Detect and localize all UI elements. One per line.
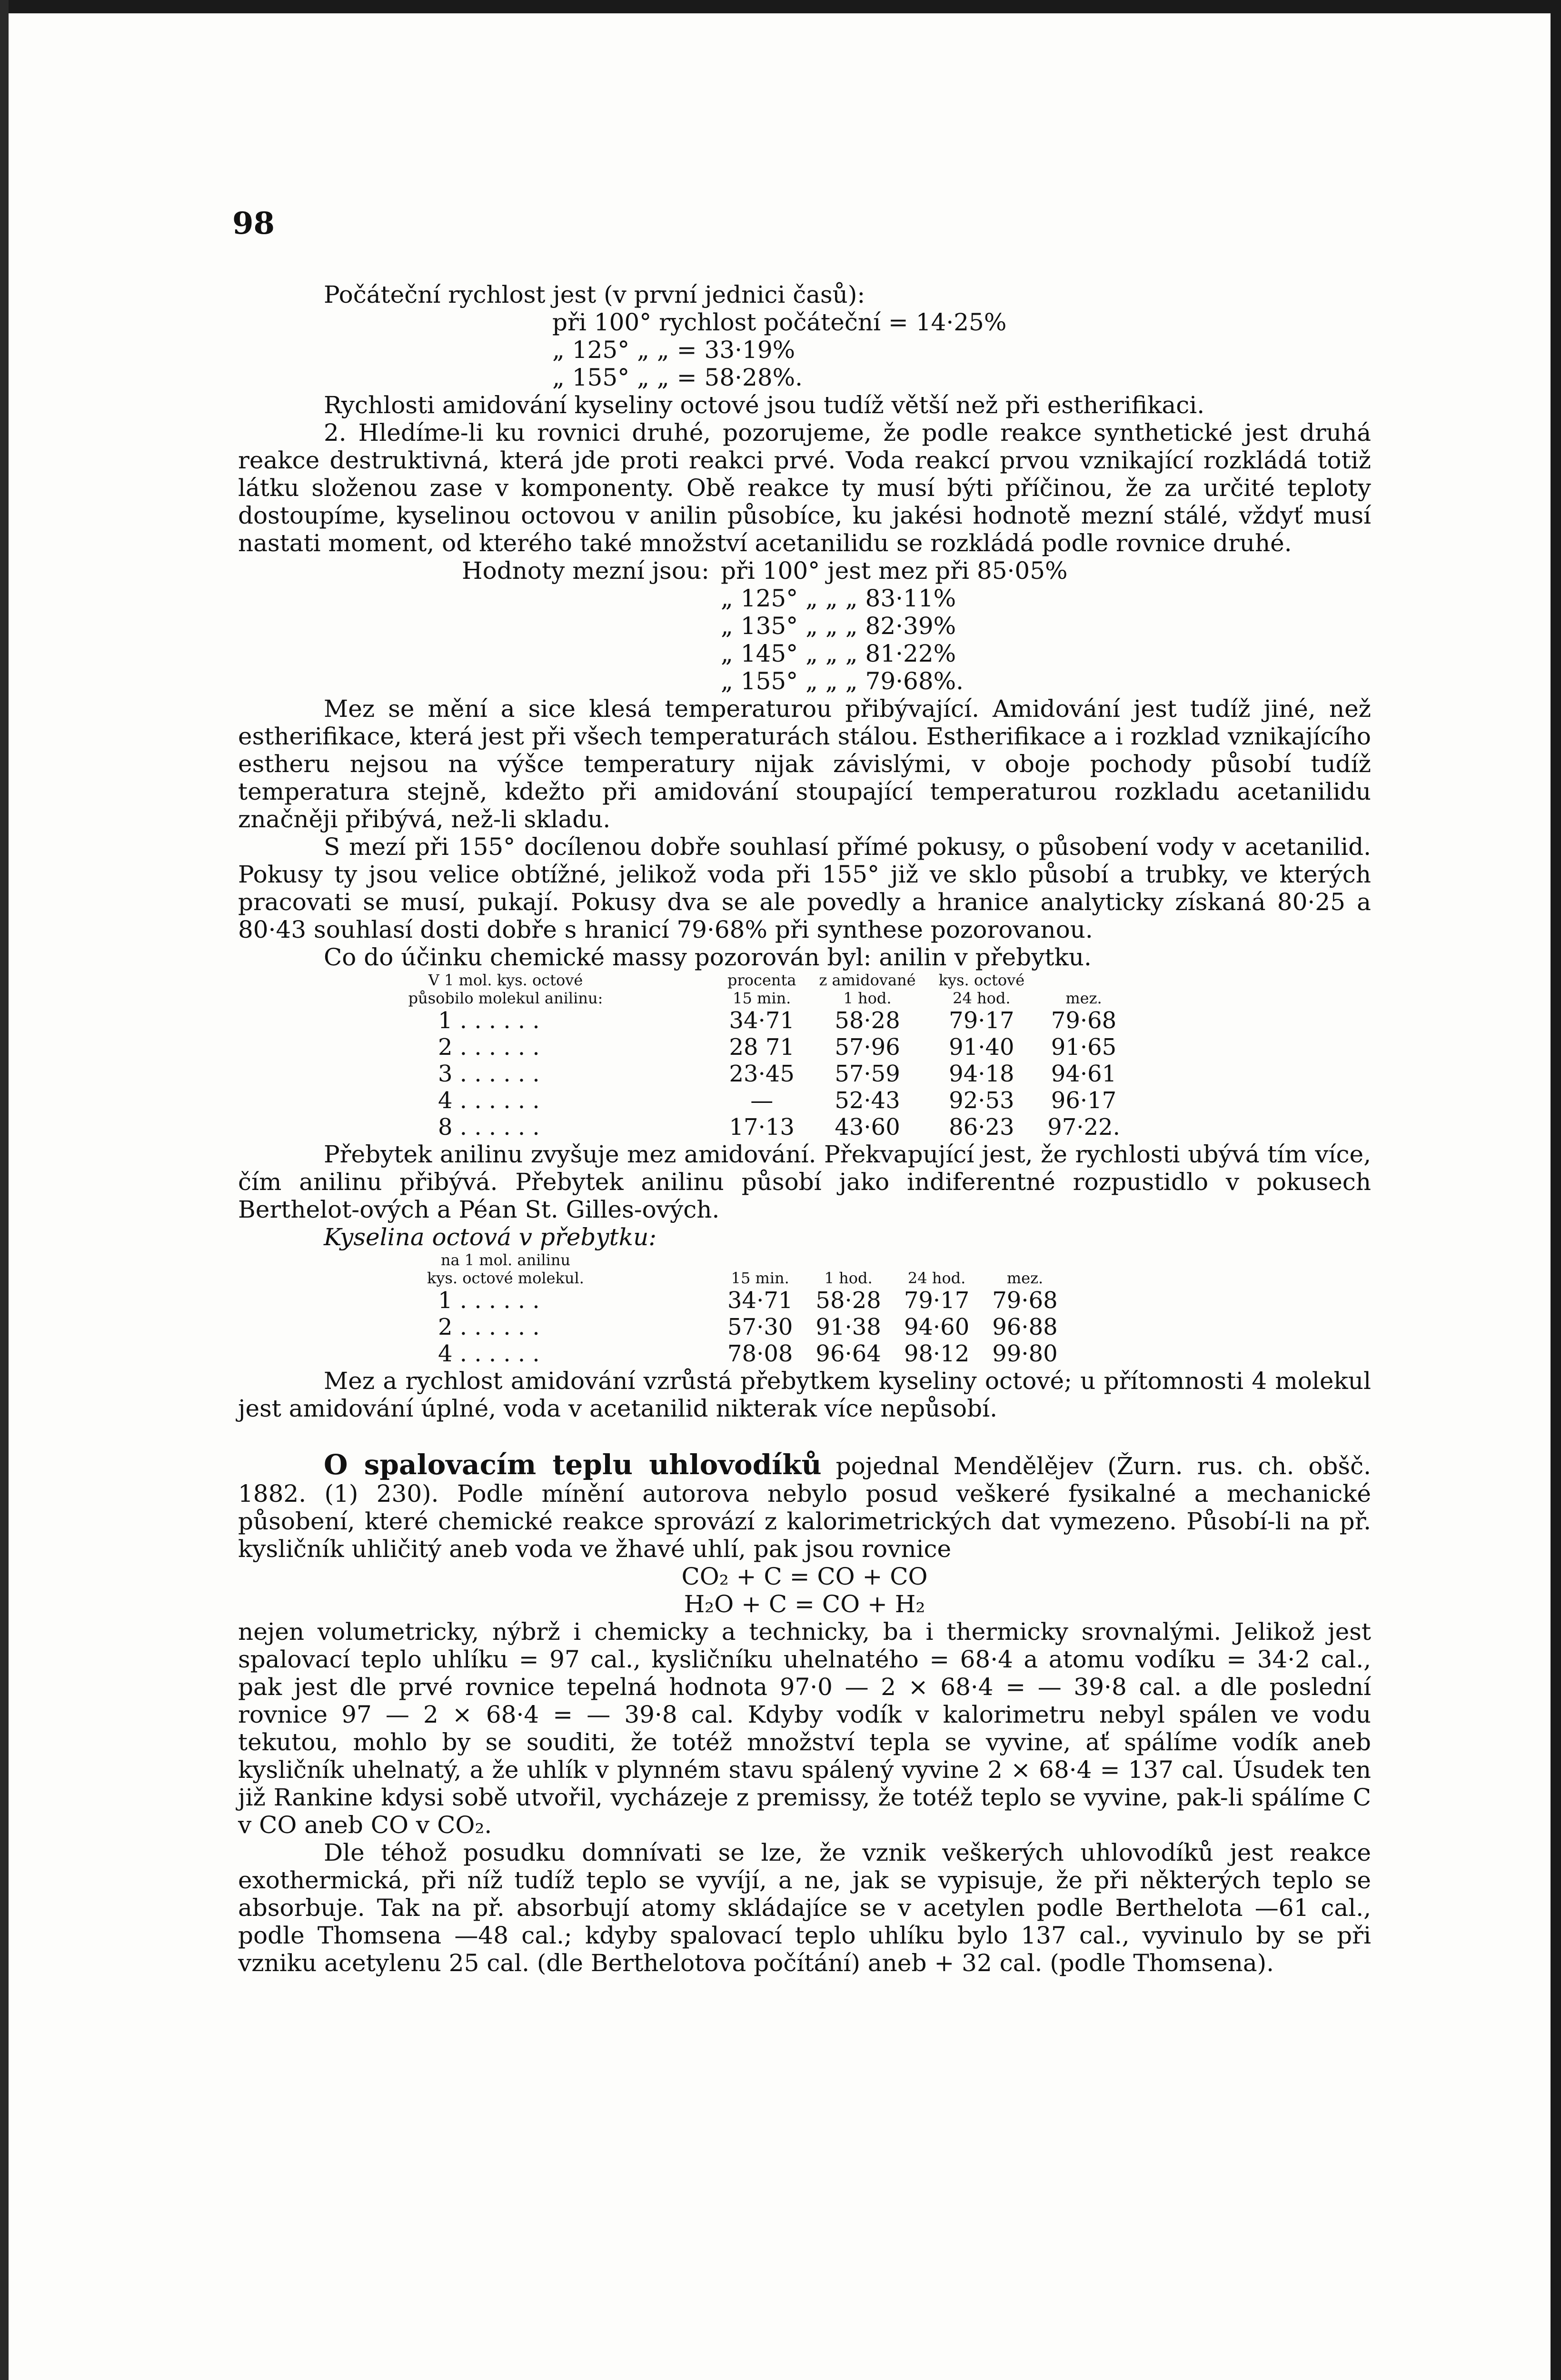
table-cell: 98·12 xyxy=(904,1340,970,1367)
limit-row: „ 155° „ „ „ 79·68%. xyxy=(721,667,964,695)
table-cell: 57·30 xyxy=(727,1314,793,1340)
table-row xyxy=(295,1061,1132,1087)
limit-values-list xyxy=(721,557,1068,695)
initial-rate-row: při 100° rychlost počáteční = 14·25% xyxy=(552,308,1007,336)
table-header-cell: kys. octové xyxy=(938,971,1025,989)
table-row xyxy=(295,1087,1132,1114)
table-cell: 52·43 xyxy=(835,1087,900,1114)
limit-values xyxy=(462,557,1371,695)
table-row xyxy=(295,1114,1132,1140)
paragraph: Rychlosti amidování kyseliny octové jsou tudíž větší než při estherifikaci. xyxy=(324,391,1205,419)
table-cell: 78·08 xyxy=(727,1340,793,1367)
paragraph: nejen volumetricky, nýbrž i chemicky a technicky, ba i thermicky srovnalými. Jelikož jest spalovací teplo uhlíku = 97 cal., kysličníku uhelnatého = 68·4 a atomu vodíku = 34·2 cal., pak jest dle prvé rovnice tepelná hodnota 97·0 — 2 × 68·4 = — 39·8 cal. a dle poslední rovnice 97 — 2 × 68·4 = — 39·8 cal. Kdyby vodík v kalorimetru nebyl spálen ve vodu tekutou, mohlo by se souditi, že totéž množství tepla se vyvine, ať spálíme vodík aneb kysličník uhelnatý, a že uhlík v plynném stavu spálený vyvine 2 × 68·4 = 137 cal. Úsudek ten již Rankine kdysi sobě utvořil, vycházeje z premissy, že totéž teplo se vyvine, pak-li spálíme C v CO aneb CO v CO₂. xyxy=(238,1618,1371,1839)
paragraph: Dle téhož posudku domnívati se lze, že vznik veškerých uhlovodíků jest reakce exothermická, při níž tudíž teplo se vyvíjí, a ne, jak se vypisuje, že při některých teplo se absorbuje. Tak na př. absorbují atomy skládajíce se v acetylen podle Berthelota —61 cal., podle Thomsena —48 cal.; kdyby spalovací teplo uhlíku bylo 137 cal., vyvinulo by se při vzniku acetylenu 25 cal. (dle Berthelotova počítání) aneb + 32 cal. (podle Thomsena). xyxy=(238,1839,1371,1977)
table-cell: 79·68 xyxy=(992,1287,1058,1314)
table-cell: 91·65 xyxy=(1051,1034,1117,1061)
initial-rate-intro: Počáteční rychlost jest (v první jednici časů): xyxy=(324,281,865,308)
table-header-cell: 15 min. xyxy=(731,1269,789,1287)
table-cell: — xyxy=(750,1087,774,1114)
paragraph: Mez se mění a sice klesá temperaturou přibývající. Amidování jest tudíž jiné, než estherifikace, která jest při všech temperaturách stálou. Estherifikace a i rozklad vznikajícího estheru nejsou na výšce temperatury nijak závislými, v oboje pochody působí tudíž temperatura stejně, kdežto při amidování stoupající temperaturou rozkladu acetanilidu značněji přibývá, než-li skladu. xyxy=(238,695,1371,833)
table-cell: 94·60 xyxy=(904,1314,970,1340)
table-header-cell: 1 hod. xyxy=(843,989,892,1007)
section-text: pojednal Mendělějev (Žurn. rus. ch. obšč. 1882. (1) 230). Podle mínění autorova nebylo posud veškeré fysikalné a mechanické působení, které chemické reakce sprovází z kalorimetrických dat vymezeno. Působí-li na př. kysličník uhličitý aneb voda ve žhavé uhlí, pak jsou rovnice xyxy=(238,1452,1371,1563)
table-cell: 92·53 xyxy=(949,1087,1014,1114)
table-header-row xyxy=(295,1269,1069,1287)
scan-edge-right xyxy=(1551,0,1561,2380)
table-cell: 58·28 xyxy=(835,1007,900,1034)
table-cell: 96·64 xyxy=(815,1340,881,1367)
table-cell: 2 . . . . . . xyxy=(438,1314,540,1340)
initial-rate-row: „ 155° „ „ = 58·28%. xyxy=(552,364,803,391)
table-header-cell: 1 hod. xyxy=(824,1269,873,1287)
table-row xyxy=(295,1287,1069,1314)
table-cell: 4 . . . . . . xyxy=(438,1087,540,1114)
table-cell: 96·88 xyxy=(992,1314,1058,1340)
table-header-row xyxy=(295,1251,1069,1269)
page-number: 98 xyxy=(232,206,275,241)
table-cell: 57·96 xyxy=(835,1034,900,1061)
initial-rate-row: „ 125° „ „ = 33·19% xyxy=(552,336,795,364)
paragraph: 2. Hledíme-li ku rovnici druhé, pozorujeme, že podle reakce synthetické jest druhá reakce destruktivná, která jde proti reakci prvé. Voda reakcí prvou vznikající rozkládá totiž látku složenou zase v komponenty. Obě reakce ty musí býti příčinou, že za určité teploty dostoupíme, kyselinou octovou v anilin působíce, ku jakési hodnotě mezní stálé, vždyť musí nastati moment, od kterého také množství acetanilidu se rozkládá podle rovnice druhé. xyxy=(238,419,1371,557)
table-cell: 28 71 xyxy=(729,1034,795,1061)
page-body xyxy=(238,281,1371,1977)
limit-values-intro: Hodnoty mezní jsou: xyxy=(462,557,709,585)
acetic-excess-heading: Kyselina octová v přebytku: xyxy=(324,1223,657,1251)
table-header-row xyxy=(295,989,1132,1007)
limit-row: „ 135° „ „ „ 82·39% xyxy=(721,612,956,640)
table-header-cell: mez. xyxy=(1006,1269,1044,1287)
equation: H₂O + C = CO + H₂ xyxy=(684,1590,925,1618)
table-header-cell xyxy=(893,1251,981,1269)
table-header-cell: V 1 mol. kys. octové xyxy=(428,971,583,989)
section-gap xyxy=(238,1422,1371,1451)
table-header-cell xyxy=(981,1251,1069,1269)
limit-row: při 100° jest mez při 85·05% xyxy=(721,557,1068,585)
table-cell: 79·17 xyxy=(949,1007,1014,1034)
table-cell: 96·17 xyxy=(1051,1087,1117,1114)
table-cell: 86·23 xyxy=(949,1114,1014,1140)
initial-rate-list xyxy=(552,308,1371,391)
acetic-excess-table xyxy=(295,1251,1069,1367)
table-cell: 79·68 xyxy=(1051,1007,1117,1034)
aniline-excess-table xyxy=(295,971,1132,1140)
table-cell: 4 . . . . . . xyxy=(438,1340,540,1367)
table-cell: 58·28 xyxy=(815,1287,881,1314)
table-cell: 79·17 xyxy=(904,1287,970,1314)
table-cell: 91·38 xyxy=(815,1314,881,1340)
equation: CO₂ + C = CO + CO xyxy=(681,1563,928,1590)
table-cell: 17·13 xyxy=(729,1114,795,1140)
table-cell: 99·80 xyxy=(992,1340,1058,1367)
table-header-cell: 15 min. xyxy=(733,989,791,1007)
table-cell: 91·40 xyxy=(949,1034,1014,1061)
paragraph: S mezí při 155° docílenou dobře souhlasí přímé pokusy, o působení vody v acetanilid. Pokusy ty jsou velice obtížné, jelikož voda při 155° již ve sklo působí a trubky, ve kterých pracovati se musí, pukají. Pokusy dva se ale povedly a hranice analyticky získaná 80·25 a 80·43 souhlasí dosti dobře s hranicí 79·68% při synthese pozorovanou. xyxy=(238,833,1371,943)
table-header-cell xyxy=(804,1251,892,1269)
section-paragraph xyxy=(238,1448,1371,1563)
limit-row: „ 125° „ „ „ 83·11% xyxy=(721,585,956,612)
table-row xyxy=(295,1340,1069,1367)
table-header-cell: kys. octové molekul. xyxy=(427,1269,584,1287)
table-header-cell: mez. xyxy=(1065,989,1102,1007)
table-cell: 97·22. xyxy=(1047,1114,1120,1140)
table-cell: 94·18 xyxy=(949,1061,1014,1087)
table-cell: 2 . . . . . . xyxy=(438,1034,540,1061)
table-cell: 1 . . . . . . xyxy=(438,1007,540,1034)
table-header-cell xyxy=(716,1251,804,1269)
scan-edge-top xyxy=(0,0,1561,13)
table-header-cell: procenta xyxy=(727,971,796,989)
table-cell: 34·71 xyxy=(727,1287,793,1314)
table-cell: 23·45 xyxy=(729,1061,795,1087)
table-row xyxy=(295,1034,1132,1061)
table-cell: 3 . . . . . . xyxy=(438,1061,540,1087)
section-title: O spalovacím teplu uhlovodíků xyxy=(324,1448,822,1481)
paragraph: Mez a rychlost amidování vzrůstá přebytkem kyseliny octové; u přítomnosti 4 molekul jest amidování úplné, voda v acetanilid nikterak více nepůsobí. xyxy=(238,1367,1371,1422)
table-header-cell: 24 hod. xyxy=(953,989,1011,1007)
paragraph: Přebytek anilinu zvyšuje mez amidování. Překvapující jest, že rychlosti ubývá tím více, čím anilinu přibývá. Přebytek anilinu působí jako indiferentné rozpustidlo v pokusech Berthelot-ových a Péan St. Gilles-ových. xyxy=(238,1140,1371,1223)
table-cell: 34·71 xyxy=(729,1007,795,1034)
table-header-cell: působilo molekul anilinu: xyxy=(408,989,603,1007)
table-header-cell xyxy=(1036,971,1132,989)
table-header-cell: 24 hod. xyxy=(907,1269,966,1287)
table-header-row xyxy=(295,971,1132,989)
table-cell: 57·59 xyxy=(835,1061,900,1087)
scan-edge-left xyxy=(0,0,9,2380)
table-cell: 43·60 xyxy=(835,1114,900,1140)
table-cell: 1 . . . . . . xyxy=(438,1287,540,1314)
paragraph: Co do účinku chemické massy pozorován byl: anilin v přebytku. xyxy=(324,943,1092,971)
limit-row: „ 145° „ „ „ 81·22% xyxy=(721,640,956,667)
table-header-cell: na 1 mol. anilinu xyxy=(440,1251,571,1269)
table-cell: 94·61 xyxy=(1051,1061,1117,1087)
table-header-cell: z amidované xyxy=(819,971,916,989)
table-row xyxy=(295,1314,1069,1340)
table-cell: 8 . . . . . . xyxy=(438,1114,540,1140)
table-row xyxy=(295,1007,1132,1034)
